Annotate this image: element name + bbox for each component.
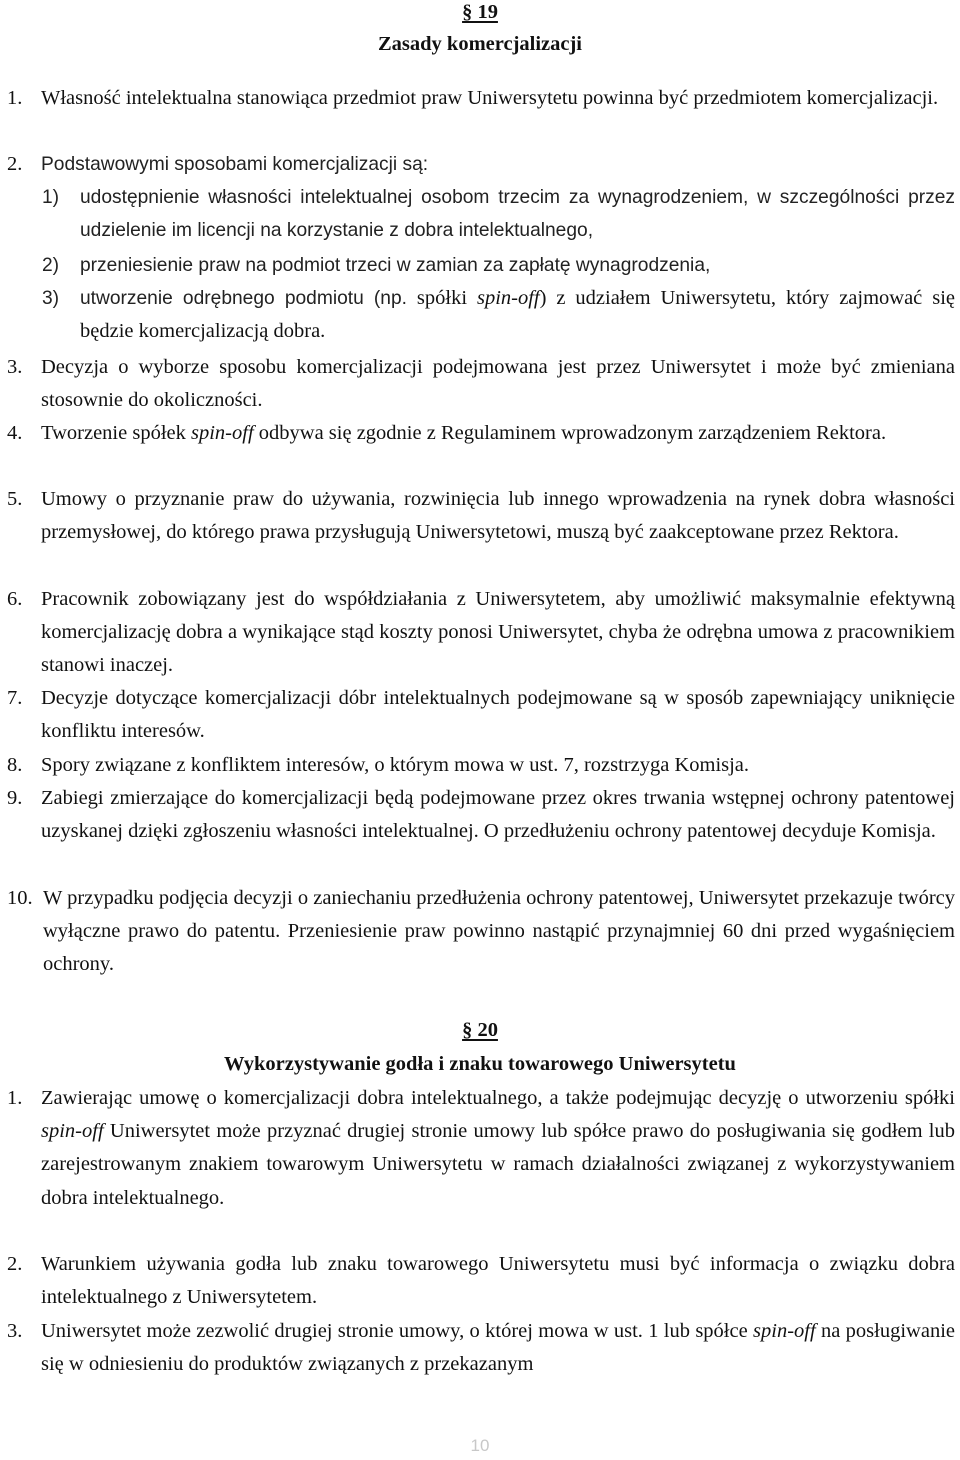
subitem-19-2-2 — [42, 249, 955, 282]
page-number: 10 — [470, 1436, 490, 1455]
subitem-19-2-1 — [42, 181, 955, 247]
paragraph-19-10 — [7, 882, 955, 982]
paragraph-number: 4. — [7, 422, 23, 444]
section-19-title: Zasady komercjalizacji — [377, 33, 583, 55]
paragraph-number: 7. — [7, 687, 23, 709]
section-19-number — [0, 0, 960, 28]
paragraph-number: 3. — [7, 1320, 23, 1342]
paragraph-number: 3. — [7, 356, 23, 378]
paragraph-19-2 — [7, 148, 955, 181]
paragraph-19-7 — [7, 682, 955, 748]
paragraph-number: 10. — [7, 887, 33, 909]
paragraph-text: Pracownik zobowiązany jest do współdziałania z Uniwersytetem, aby umożliwić maksymalnie efektywną komercjalizację dobra a wynikające stąd koszty ponosi Uniwersytet, chyba że odrębna umowa z pracownikiem stanowi inaczej. — [41, 588, 955, 677]
paragraph-text: Zabiegi zmierzające do komercjalizacji będą podejmowane przez okres trwania wstępnej ochrony patentowej uzyskanej dzięki zgłoszeniu własności intelektualnej. O przedłużeniu ochrony patentowej decyduje Komisja. — [41, 787, 955, 843]
paragraph-text: Tworzenie spółek spin-off odbywa się zgodnie z Regulaminem wprowadzonym zarządzeniem Rektora. — [41, 422, 887, 444]
paragraph-19-3 — [7, 351, 955, 417]
paragraph-number: 2. — [7, 1253, 23, 1275]
paragraph-number: 6. — [7, 588, 23, 610]
subitem-number: 3) — [42, 288, 60, 309]
paragraph-19-8 — [7, 749, 955, 782]
paragraph-19-9 — [7, 782, 955, 848]
paragraph-19-4 — [7, 417, 955, 450]
subitem-text: przeniesienie praw na podmiot trzeci w zamian za zapłatę wynagrodzenia, — [80, 255, 711, 276]
paragraph-20-2 — [7, 1248, 955, 1314]
paragraph-number: 8. — [7, 754, 23, 776]
paragraph-text: Własność intelektualna stanowiąca przedmiot praw Uniwersytetu powinna być przedmiotem komercjalizacji. — [41, 87, 939, 109]
paragraph-text: Uniwersytet może zezwolić drugiej stronie umowy, o której mowa w ust. 1 lub spółce spin-off na posługiwanie się w odniesieniu do produktów związanych z przekazanym — [41, 1320, 955, 1376]
paragraph-text: W przypadku podjęcia decyzji o zaniechaniu przedłużenia ochrony patentowej, Uniwersytet przekazuje twórcy wyłączne prawo do patentu. Przeniesienie praw powinno nastąpić przynajmniej 60 dni przed wygaśnięciem ochrony. — [43, 887, 955, 976]
section-number: § 20 — [462, 1019, 498, 1041]
paragraph-19-6 — [7, 583, 955, 683]
paragraph-20-3 — [7, 1315, 955, 1381]
paragraph-text: Podstawowymi sposobami komercjalizacji są: — [41, 154, 429, 175]
paragraph-text: Decyzje dotyczące komercjalizacji dóbr intelektualnych podejmowane są w sposób zapewniający uniknięcie konfliktu interesów. — [41, 687, 955, 743]
paragraph-number: 1. — [7, 1087, 23, 1109]
subitem-text: utworzenie odrębnego podmiotu (np. spółki spin-off) z udziałem Uniwersytetu, który zajmować się będzie komercjalizacją dobra. — [80, 287, 955, 343]
paragraph-text: Decyzja o wyborze sposobu komercjalizacji podejmowana jest przez Uniwersytet i może być zmieniana stosownie do okoliczności. — [41, 356, 955, 412]
paragraph-text: Zawierając umowę o komercjalizacji dobra intelektualnego, a także podejmując decyzję o utworzeniu spółki spin-off Uniwersytet może przyznać drugiej stronie umowy lub spółce prawo do posługiwania się godłem lub zarejestrowanym znakiem towarowym Uniwersytetu w ramach działalności związanej z wykorzystywaniem dobra intelektualnego. — [41, 1087, 955, 1209]
italic-term: spin-off — [753, 1320, 816, 1342]
section-20-title: Wykorzystywanie godła i znaku towarowego Uniwersytetu — [224, 1053, 736, 1075]
paragraph-text: Spory związane z konfliktem interesów, o którym mowa w ust. 7, rozstrzyga Komisja. — [41, 754, 750, 776]
paragraph-text: Warunkiem używania godła lub znaku towarowego Uniwersytetu musi być informacja o związku dobra intelektualnego z Uniwersytetem. — [41, 1253, 955, 1309]
italic-term: spin-off — [191, 422, 254, 444]
subitem-number: 1) — [42, 187, 60, 208]
section-number: § 19 — [462, 1, 498, 23]
paragraph-number: 5. — [7, 488, 23, 510]
paragraph-20-1 — [7, 1082, 955, 1215]
paragraph-19-5 — [7, 483, 955, 549]
subitem-text: udostępnienie własności intelektualnej osobom trzecim za wynagrodzeniem, w szczególności przez udzielenie im licencji na korzystanie z dobra intelektualnego, — [80, 187, 955, 242]
italic-term: spin-off — [476, 287, 540, 309]
section-20-number — [0, 1014, 960, 1046]
paragraph-19-1 — [7, 82, 955, 115]
paragraph-text: Umowy o przyznanie praw do używania, rozwinięcia lub innego wprowadzenia na rynek dobra własności przemysłowej, do którego prawa przysługują Uniwersytetowi, muszą być zaakceptowane przez Rektora. — [41, 488, 955, 544]
paragraph-number: 9. — [7, 787, 23, 809]
paragraph-number: 1. — [7, 87, 23, 109]
subitem-number: 2) — [42, 255, 60, 276]
paragraph-number: 2. — [7, 153, 23, 175]
italic-term: spin-off — [41, 1120, 104, 1143]
subitem-19-2-3 — [42, 282, 955, 348]
